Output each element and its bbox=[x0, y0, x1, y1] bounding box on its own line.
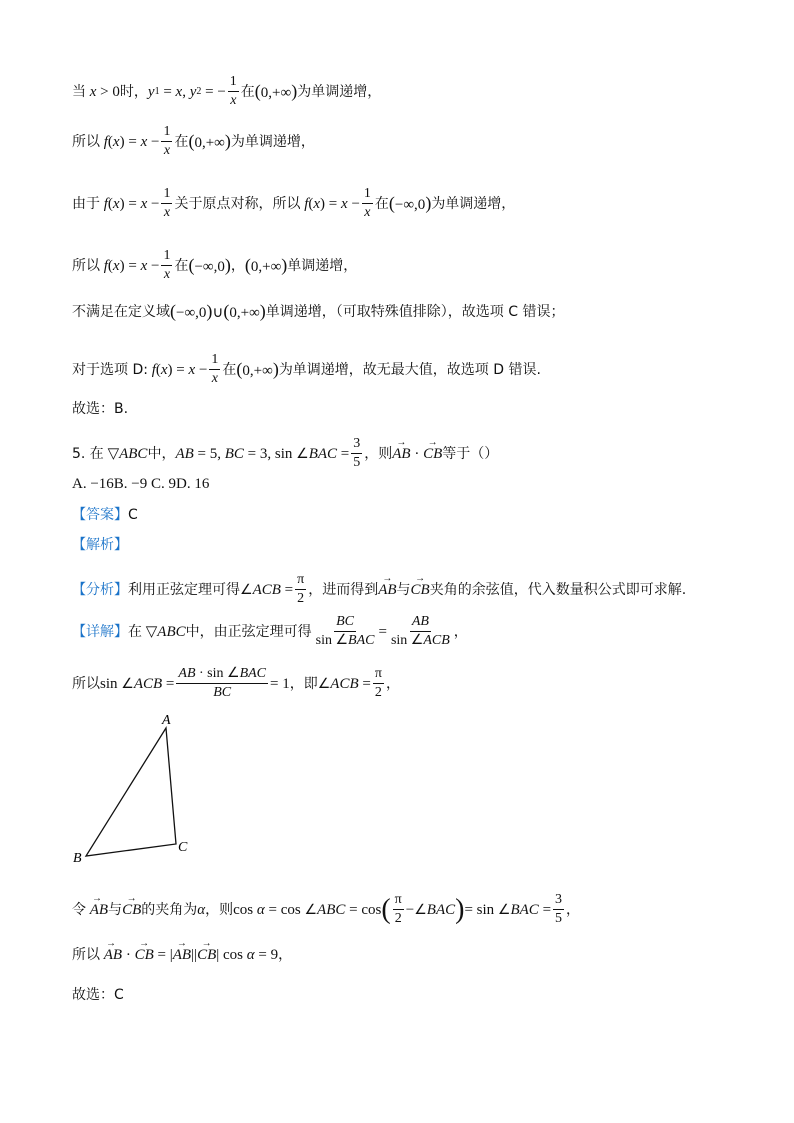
fraction: $\frac{\pi}{2}$ bbox=[374, 666, 382, 700]
options: A. −16B. −9 C. 9D. 16 bbox=[72, 476, 210, 492]
question-5: 5. 在 ▽ ABC 中， AB = 5, BC = 3, sin ∠ BAC = $\frac{3}{5}$ ，则 → AB · → CB 等于（） bbox=[72, 436, 498, 471]
fraction: $\frac{BC}{\text{sin ∠BAC}}$ bbox=[315, 614, 375, 648]
line-1: 当 x > 0 时， y 1 = x , y 2 = − $\frac{1}{x}$ 在 (0,+∞) 为单调递增， bbox=[72, 74, 382, 108]
math: x bbox=[86, 83, 97, 100]
line-14: 所以 sin ∠ ACB = $\frac{\text{AB · sin ∠BAC}}{BC}$ = 1 ，即 ∠ ACB = $\frac{\pi}{2}$ ， bbox=[72, 666, 400, 700]
fraction: $\frac{1}{x}$ bbox=[229, 74, 237, 108]
fraction: $\frac{\pi}{2}$ bbox=[297, 572, 305, 606]
vertex-a-label: A bbox=[162, 713, 171, 728]
fraction: $\frac{1}{x}$ bbox=[163, 186, 171, 220]
fraction: $\frac{\text{AB · sin ∠BAC}}{BC}$ bbox=[178, 666, 267, 700]
vector-cb: → CB bbox=[423, 445, 442, 463]
line-2: 所以 f ( x ) = x − $\frac{1}{x}$ 在 (0,+∞) 为单调递增， bbox=[72, 124, 315, 158]
vertex-b-label: B bbox=[73, 851, 82, 866]
line-15: 令 → AB 与 → CB 的夹角为 α ，则 cos α = cos ∠ ABC = cos ( $\frac{\pi}{2}$ − ∠ BAC ) = sin ∠ BAC = $\frac{3}{5}$ ， bbox=[72, 892, 580, 927]
line-4: 所以 f ( x ) = x − $\frac{1}{x}$ 在 (−∞,0) ， (0,+∞) 单调递增， bbox=[72, 248, 358, 282]
line-5: 不满足在定义域 (−∞,0)∪(0,+∞) 单调递增，（可取特殊值排除），故选项 C 错误； bbox=[72, 301, 565, 321]
detail-line: 【详解】 在 ▽ ABC 中，由正弦定理可得 $\frac{BC}{\text{sin ∠BAC}}$ = $\frac{AB}{\text{sin ∠ACB}}$ ， bbox=[72, 614, 468, 648]
fraction: $\frac{3}{5}$ bbox=[353, 436, 361, 470]
vertex-c-label: C bbox=[178, 840, 188, 855]
fraction: $\frac{1}{x}$ bbox=[211, 352, 219, 386]
line-6: 对于选项 D: f ( x ) = x − $\frac{1}{x}$ 在 (0,+∞) 为单调递增，故无最大值，故选项 D 错误. bbox=[72, 352, 541, 386]
analysis-heading: 【解析】 bbox=[72, 537, 128, 553]
line-17: 故选：C bbox=[72, 987, 124, 1003]
triangle-abc bbox=[86, 728, 176, 856]
fraction: $\frac{AB}{\text{sin ∠ACB}}$ bbox=[390, 614, 450, 648]
vector-ab: → AB bbox=[392, 445, 410, 463]
answer: 【答案】 C bbox=[72, 507, 138, 523]
fraction: $\frac{1}{x}$ bbox=[163, 124, 171, 158]
fraction: $\frac{1}{x}$ bbox=[163, 248, 171, 282]
fraction: $\frac{3}{5}$ bbox=[555, 892, 563, 926]
fraction: $\frac{\pi}{2}$ bbox=[394, 892, 402, 926]
line-16: 所以 → AB · → CB = | → AB || → CB | cos α = 9 ， bbox=[72, 946, 292, 964]
line-3: 由于 f ( x ) = x − $\frac{1}{x}$ 关于原点对称，所以 f ( x ) = x − $\frac{1}{x}$ 在 (−∞,0) 为单调递增， bbox=[72, 186, 516, 220]
line-7: 故选：B. bbox=[72, 401, 129, 417]
analysis-line: 【分析】 利用正弦定理可得 ∠ ACB = $\frac{\pi}{2}$ ，进而得到 → AB 与 → CB 夹角的余弦值，代入数量积公式即可求解. bbox=[72, 572, 686, 607]
triangle-figure bbox=[70, 710, 230, 870]
fraction: $\frac{1}{x}$ bbox=[363, 186, 371, 220]
